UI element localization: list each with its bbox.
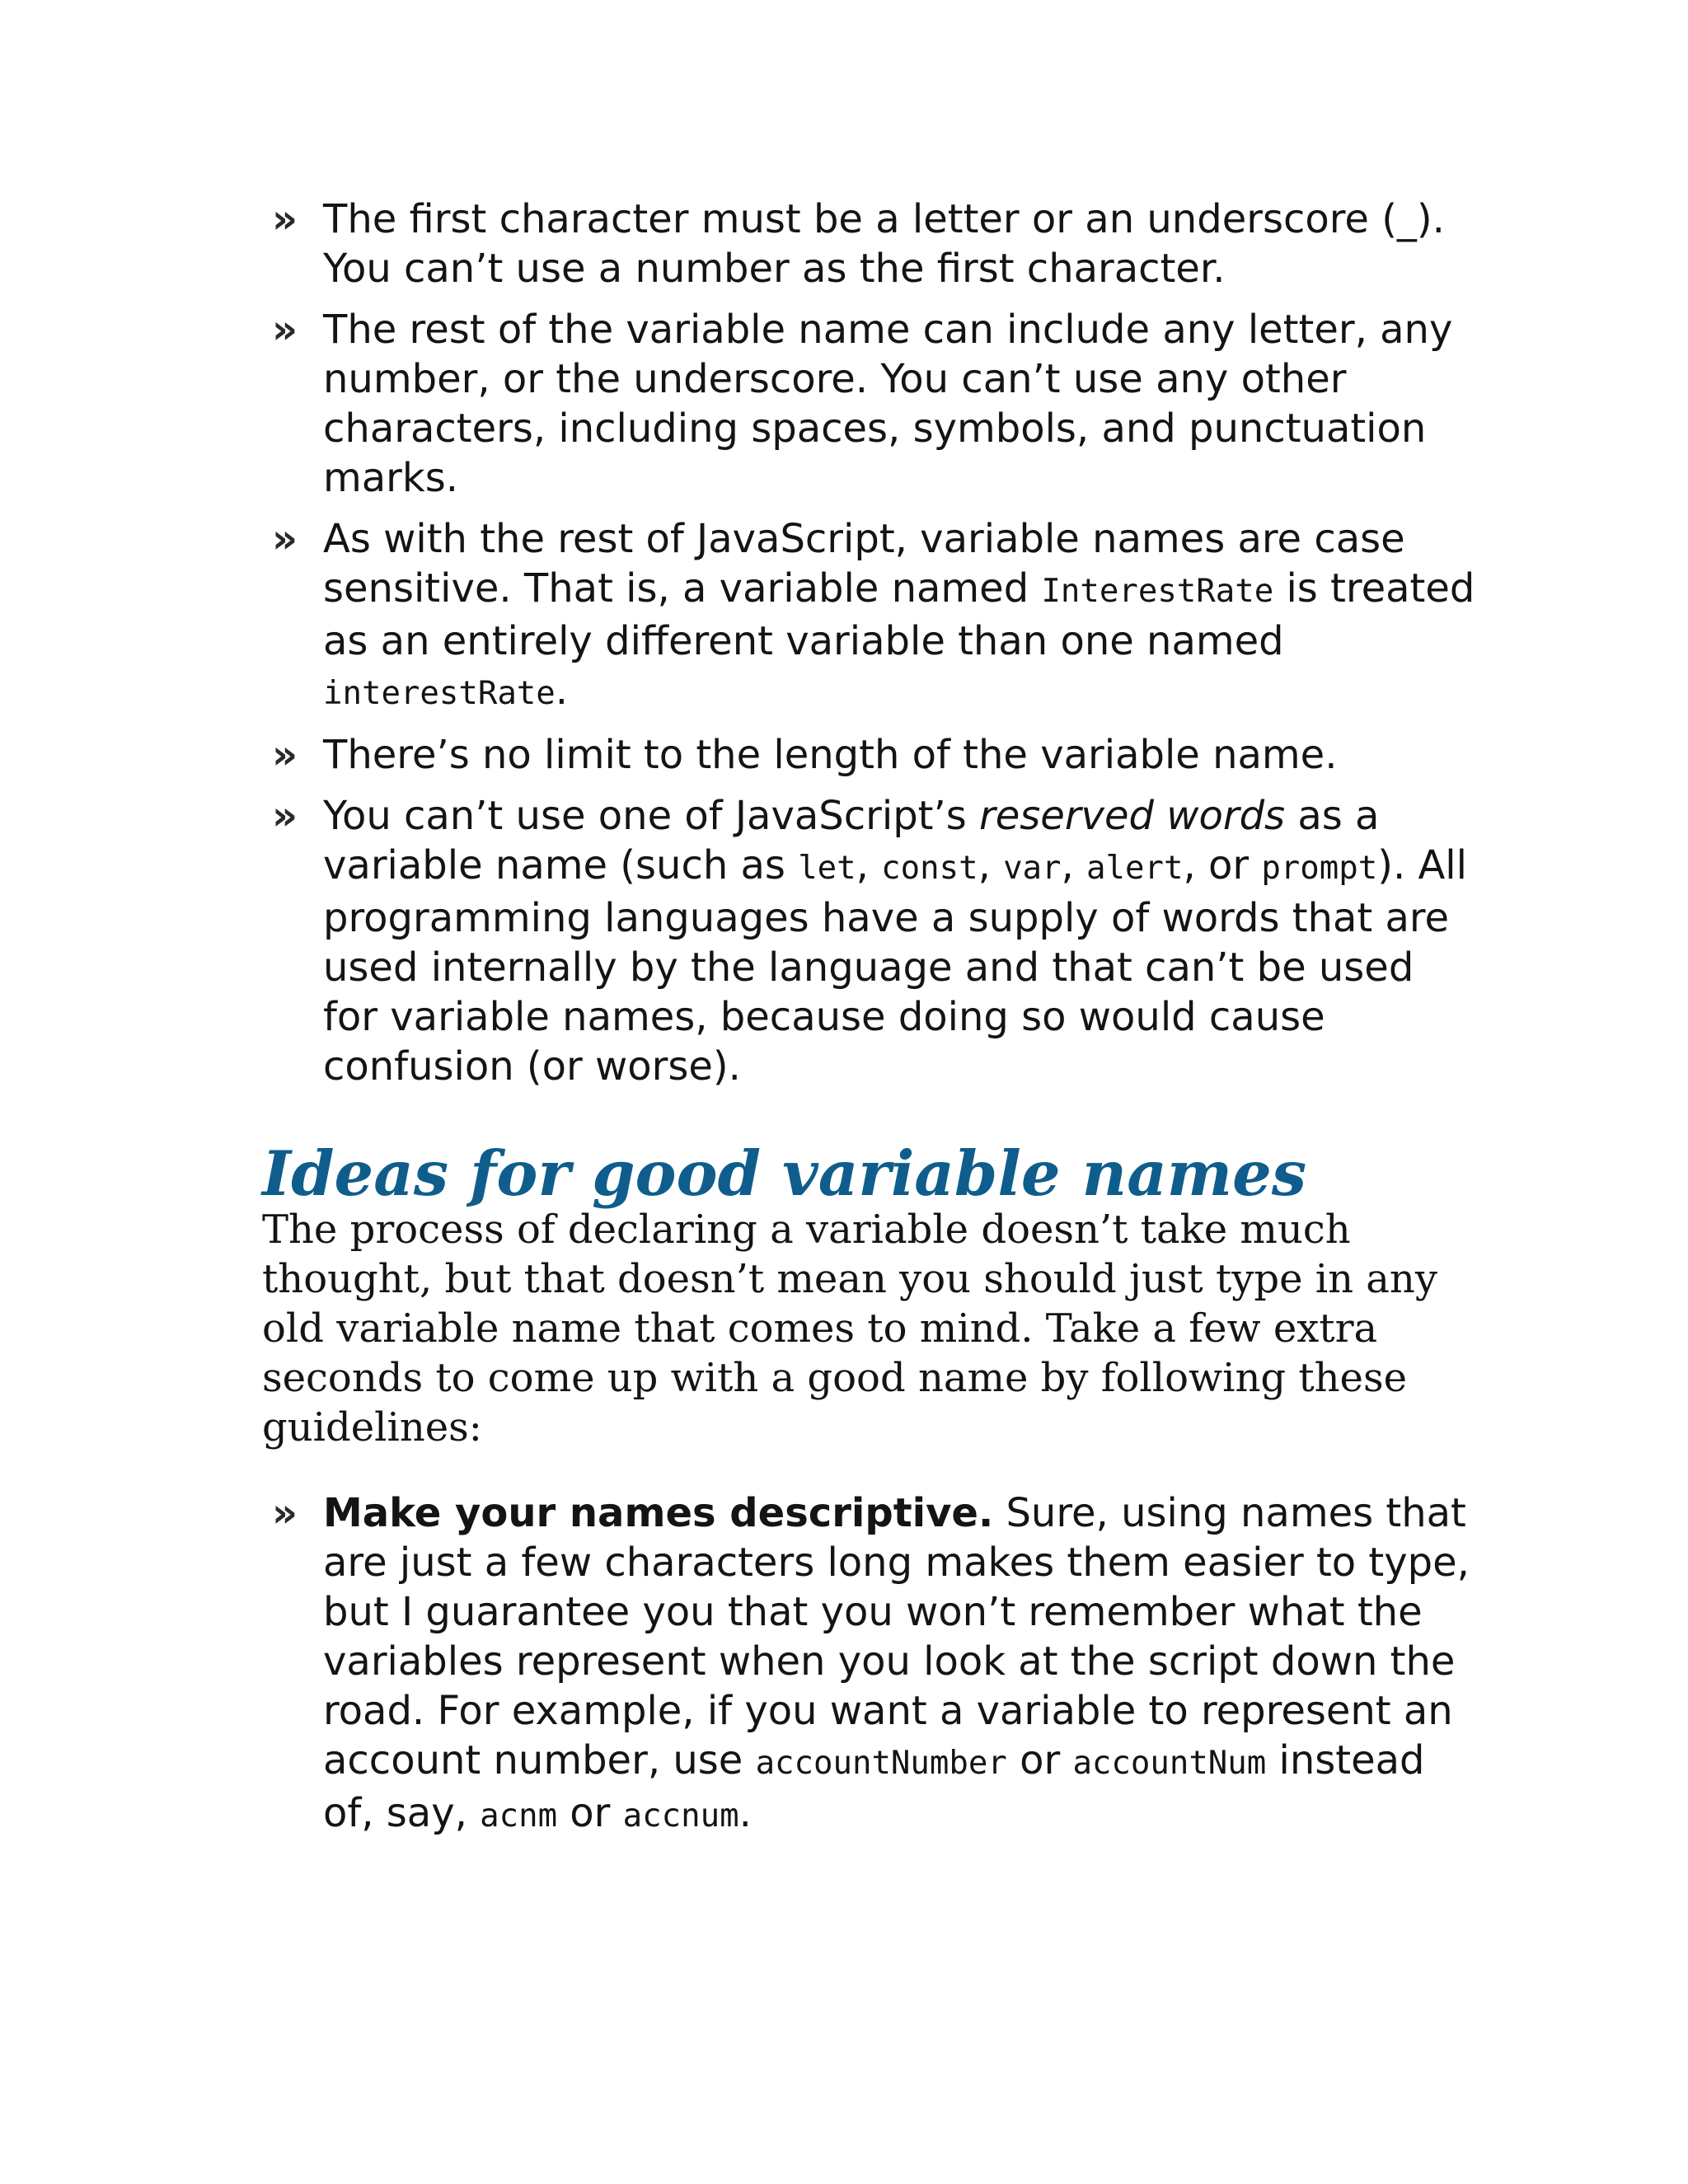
reserved-words-term: reserved words [979,793,1286,839]
bullet-icon: » [272,732,298,778]
rule-case-sensitive [272,514,1475,719]
rule-text: is treated as an entirely different variable than one named [323,565,1475,664]
guideline-lead: Make your names descriptive. [323,1490,994,1536]
rule-text: ). All programming languages have a supply of words that are used internally by the language and that can’t be used for variable names, because doing so would cause confusion (or worse). [323,842,1467,1090]
separator: , or [1183,842,1262,888]
rule-rest-of-name [272,305,1475,503]
code-let: let [798,850,856,887]
separator: , [856,842,882,888]
separator: instead of, say, [323,1737,1425,1836]
bullet-icon: » [272,307,298,353]
separator: , [1061,842,1087,888]
code-alert: alert [1086,850,1184,887]
code-interestrate-upper: InterestRate [1041,573,1274,610]
rule-no-length-limit [272,730,1475,780]
separator: or [557,1790,623,1836]
rule-text: . [555,668,569,714]
code-interestrate-lower: interestRate [323,675,556,712]
code-accountnumber: accountNumber [755,1745,1007,1782]
code-accountnum: accountNum [1072,1745,1267,1782]
code-acnm: acnm [480,1797,558,1835]
rule-text: You can’t use one of JavaScript’s [323,793,980,839]
bullet-icon: » [272,793,298,839]
rule-text: As with the rest of JavaScript, variable names are case sensitive. That is, a variable named [323,516,1405,612]
rule-text: as a variable name (such as [323,793,1380,888]
rule-text: There’s no limit to the length of the variable name. [323,732,1338,778]
code-const: const [881,850,978,887]
rule-reserved-words [272,791,1475,1091]
separator: or [1006,1737,1073,1783]
guideline-text: . [738,1790,752,1836]
section-heading: Ideas for good variable names [262,1137,1307,1210]
rule-text: The rest of the variable name can include any letter, any number, or the underscore. You can’t use any other characters, including spaces, symbols, and punctuation marks. [323,307,1453,501]
code-accnum: accnum [622,1797,739,1835]
bullet-icon: » [272,516,298,562]
guideline-text: Sure, using names that are just a few characters long makes them easier to type, but I guarantee you that you won’t remember what the variables represent when you look at the script down the road. For example, if you want a variable to represent an account number, use [323,1490,1470,1783]
rule-text: The first character must be a letter or an underscore (_). You can’t use a number as the first character. [323,196,1445,292]
guideline-descriptive-names [272,1488,1475,1841]
code-prompt: prompt [1261,850,1378,887]
naming-rules-list [272,194,1475,1103]
bullet-icon: » [272,1490,298,1536]
code-var: var [1003,850,1062,887]
rule-first-character [272,194,1475,293]
bullet-icon: » [272,196,298,242]
guidelines-list [272,1488,1475,1853]
separator: , [978,842,1004,888]
section-intro-paragraph: The process of declaring a variable doesn’t take much thought, but that doesn’t mean you should just type in any old variable name that comes to mind. Take a few extra seconds to come up with a good name by following these guidelines: [262,1207,1437,1451]
